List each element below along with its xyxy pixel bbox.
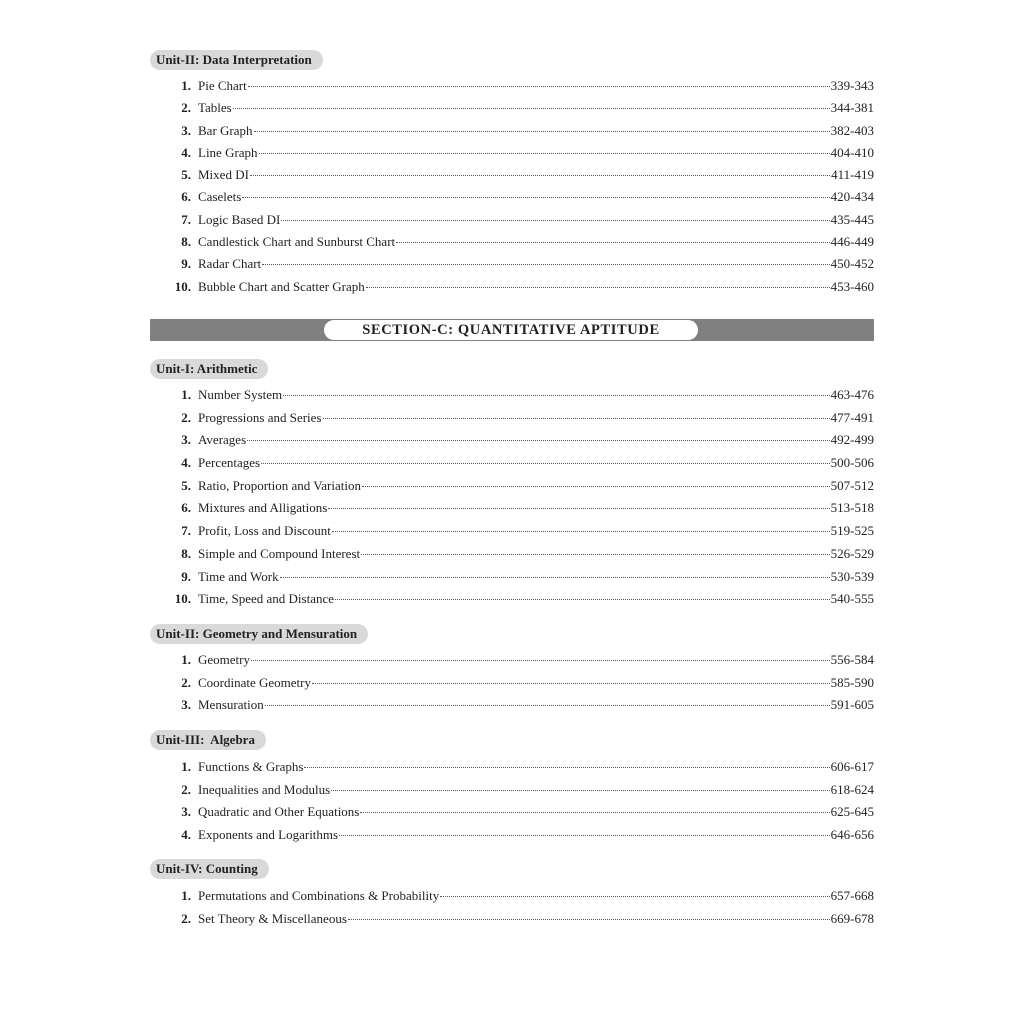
toc-entry-title: Mixtures and Alligations: [198, 500, 328, 516]
toc-entry-number: 2.: [181, 409, 191, 425]
toc-entry-number: 10.: [174, 591, 191, 607]
toc-entry-title: Ratio, Proportion and Variation: [198, 477, 361, 493]
dot-leader: [250, 163, 830, 176]
dot-leader: [331, 778, 830, 791]
toc-entry-pages: 519-525: [830, 523, 874, 539]
dot-leader: [247, 428, 830, 441]
toc-entry-title: Profit, Loss and Discount: [198, 523, 331, 539]
toc-entry-pages: 625-645: [830, 804, 874, 820]
toc-entry-title: Inequalities and Modulus: [198, 781, 331, 797]
toc-entry-number: 1.: [181, 78, 191, 93]
toc-entry-title: Candlestick Chart and Sunburst Chart: [198, 234, 396, 250]
toc-entry-number: 7.: [181, 211, 191, 227]
toc-entry-title: Quadratic and Other Equations: [198, 804, 360, 820]
toc-entry-pages: 339-343: [830, 78, 874, 93]
dot-leader: [242, 185, 829, 198]
toc-entry-number: 9.: [181, 256, 191, 272]
toc-entry-pages: 507-512: [830, 477, 874, 493]
toc-entry-title: Line Graph: [198, 144, 258, 160]
toc-entry-title: Simple and Compound Interest: [198, 545, 361, 561]
unit-heading: Unit-III: Algebra: [150, 730, 266, 750]
toc-entry-pages: 420-434: [830, 189, 874, 205]
toc-entry-title: Time, Speed and Distance: [198, 591, 334, 607]
toc-entry-number: 5.: [181, 477, 191, 493]
toc-entry: [150, 826, 874, 849]
toc-entry-title: Radar Chart: [198, 256, 262, 272]
toc-entry-title: Geometry: [198, 652, 250, 667]
toc-entry-title: Pie Chart: [198, 78, 247, 93]
section-c-banner: [150, 319, 874, 341]
toc-entry-number: 3.: [181, 432, 191, 448]
toc-entry-number: 2.: [181, 100, 191, 116]
dot-leader: [262, 252, 829, 265]
toc-entry-title: Exponents and Logarithms: [198, 827, 339, 843]
toc-list-algebra: [150, 758, 874, 849]
toc-entry-title: Averages: [198, 432, 247, 448]
toc-entry-number: 3.: [181, 804, 191, 820]
toc-entry-title: Number System: [198, 387, 283, 402]
dot-leader: [280, 565, 830, 578]
toc-entry: [150, 278, 874, 300]
toc-entry-pages: 606-617: [830, 759, 874, 774]
toc-entry-pages: 646-656: [830, 827, 874, 843]
toc-entry-pages: 382-403: [830, 122, 874, 138]
dot-leader: [339, 823, 830, 836]
dot-leader: [361, 542, 830, 555]
dot-leader: [248, 74, 830, 87]
toc-entry-pages: 500-506: [830, 455, 874, 471]
toc-entry-pages: 526-529: [830, 545, 874, 561]
dot-leader: [312, 671, 830, 684]
toc-entry-pages: 530-539: [830, 568, 874, 584]
toc-entry-title: Permutations and Combinations & Probability: [198, 888, 440, 903]
section-c-title: SECTION-C: QUANTITATIVE APTITUDE: [324, 320, 698, 340]
unit-arithmetic: [150, 359, 874, 379]
dot-leader: [366, 275, 830, 288]
dot-leader: [265, 693, 830, 706]
unit-heading: Unit-II: Data Interpretation: [150, 50, 323, 70]
dot-leader: [362, 474, 830, 487]
dot-leader: [281, 208, 829, 221]
toc-entry-number: 4.: [181, 827, 191, 843]
toc-entry-number: 1.: [181, 888, 191, 903]
toc-entry-number: 3.: [181, 122, 191, 138]
toc-entry-number: 7.: [181, 523, 191, 539]
toc-entry-number: 2.: [181, 910, 191, 926]
toc-entry-title: Percentages: [198, 455, 261, 471]
toc-entry-number: 8.: [181, 545, 191, 561]
dot-leader: [259, 141, 830, 154]
toc-entry-title: Functions & Graphs: [198, 759, 304, 774]
dot-leader: [304, 755, 829, 768]
unit-geometry: [150, 624, 874, 644]
toc-entry: [150, 910, 874, 933]
dot-leader: [251, 648, 830, 661]
unit-data-interpretation: [150, 50, 874, 70]
toc-entry-title: Logic Based DI: [198, 211, 281, 227]
toc-entry-pages: 540-555: [830, 591, 874, 607]
toc-entry-title: Set Theory & Miscellaneous: [198, 910, 347, 926]
dot-leader: [335, 587, 830, 600]
toc-entry-pages: 657-668: [830, 888, 874, 903]
toc-entry-number: 5.: [181, 167, 191, 183]
toc-entry-pages: 669-678: [830, 910, 874, 926]
toc-entry-title: Tables: [198, 100, 232, 116]
unit-heading: Unit-I: Arithmetic: [150, 359, 268, 379]
toc-entry-number: 4.: [181, 144, 191, 160]
toc-entry-title: Caselets: [198, 189, 242, 205]
toc-entry-number: 4.: [181, 455, 191, 471]
toc-entry-pages: 446-449: [830, 234, 874, 250]
toc-entry-number: 8.: [181, 234, 191, 250]
toc-entry-pages: 513-518: [830, 500, 874, 516]
toc-entry-number: 2.: [181, 781, 191, 797]
dot-leader: [440, 884, 829, 897]
toc-entry-pages: 591-605: [830, 697, 874, 713]
dot-leader: [233, 96, 830, 109]
dot-leader: [396, 230, 830, 243]
toc-entry-pages: 477-491: [830, 409, 874, 425]
dot-leader: [283, 383, 830, 396]
dot-leader: [332, 519, 830, 532]
dot-leader: [360, 800, 829, 813]
toc-entry-title: Bar Graph: [198, 122, 253, 138]
toc-list-arithmetic: [150, 386, 874, 613]
toc-list-geometry: [150, 651, 874, 719]
toc-entry: [150, 590, 874, 613]
toc-entry-pages: 411-419: [831, 167, 874, 183]
toc-list-data-interpretation: [150, 77, 874, 300]
toc-entry-number: 2.: [181, 674, 191, 690]
unit-counting: [150, 859, 874, 879]
toc-entry-pages: 404-410: [830, 144, 874, 160]
toc-entry-pages: 344-381: [830, 100, 874, 116]
toc-entry-pages: 435-445: [830, 211, 874, 227]
toc-list-counting: [150, 887, 874, 932]
toc-entry-title: Time and Work: [198, 568, 279, 584]
unit-algebra: [150, 730, 874, 750]
toc-entry-number: 9.: [181, 568, 191, 584]
toc-entry: [150, 696, 874, 719]
toc-entry-title: Mensuration: [198, 697, 264, 713]
toc-entry-title: Mixed DI: [198, 167, 249, 183]
toc-entry-pages: 585-590: [830, 674, 874, 690]
unit-heading: Unit-IV: Counting: [150, 859, 269, 879]
toc-entry-title: Progressions and Series: [198, 409, 322, 425]
toc-entry-pages: 450-452: [830, 256, 874, 272]
toc-entry-number: 10.: [174, 278, 191, 294]
toc-entry-number: 6.: [181, 189, 191, 205]
toc-entry-title: Coordinate Geometry: [198, 674, 311, 690]
toc-entry-title: Bubble Chart and Scatter Graph: [198, 278, 365, 294]
unit-heading: Unit-II: Geometry and Mensuration: [150, 624, 368, 644]
toc-entry-number: 1.: [181, 652, 191, 667]
dot-leader: [323, 406, 830, 419]
toc-entry-pages: 492-499: [830, 432, 874, 448]
dot-leader: [328, 496, 829, 509]
dot-leader: [348, 907, 830, 920]
dot-leader: [254, 119, 830, 132]
toc-entry-number: 6.: [181, 500, 191, 516]
toc-entry-number: 3.: [181, 697, 191, 713]
toc-entry-pages: 453-460: [830, 278, 874, 294]
toc-entry-number: 1.: [181, 387, 191, 402]
toc-entry-number: 1.: [181, 759, 191, 774]
toc-entry-pages: 618-624: [830, 781, 874, 797]
toc-entry-pages: 556-584: [830, 652, 874, 667]
dot-leader: [261, 451, 830, 464]
toc-entry-pages: 463-476: [830, 387, 874, 402]
